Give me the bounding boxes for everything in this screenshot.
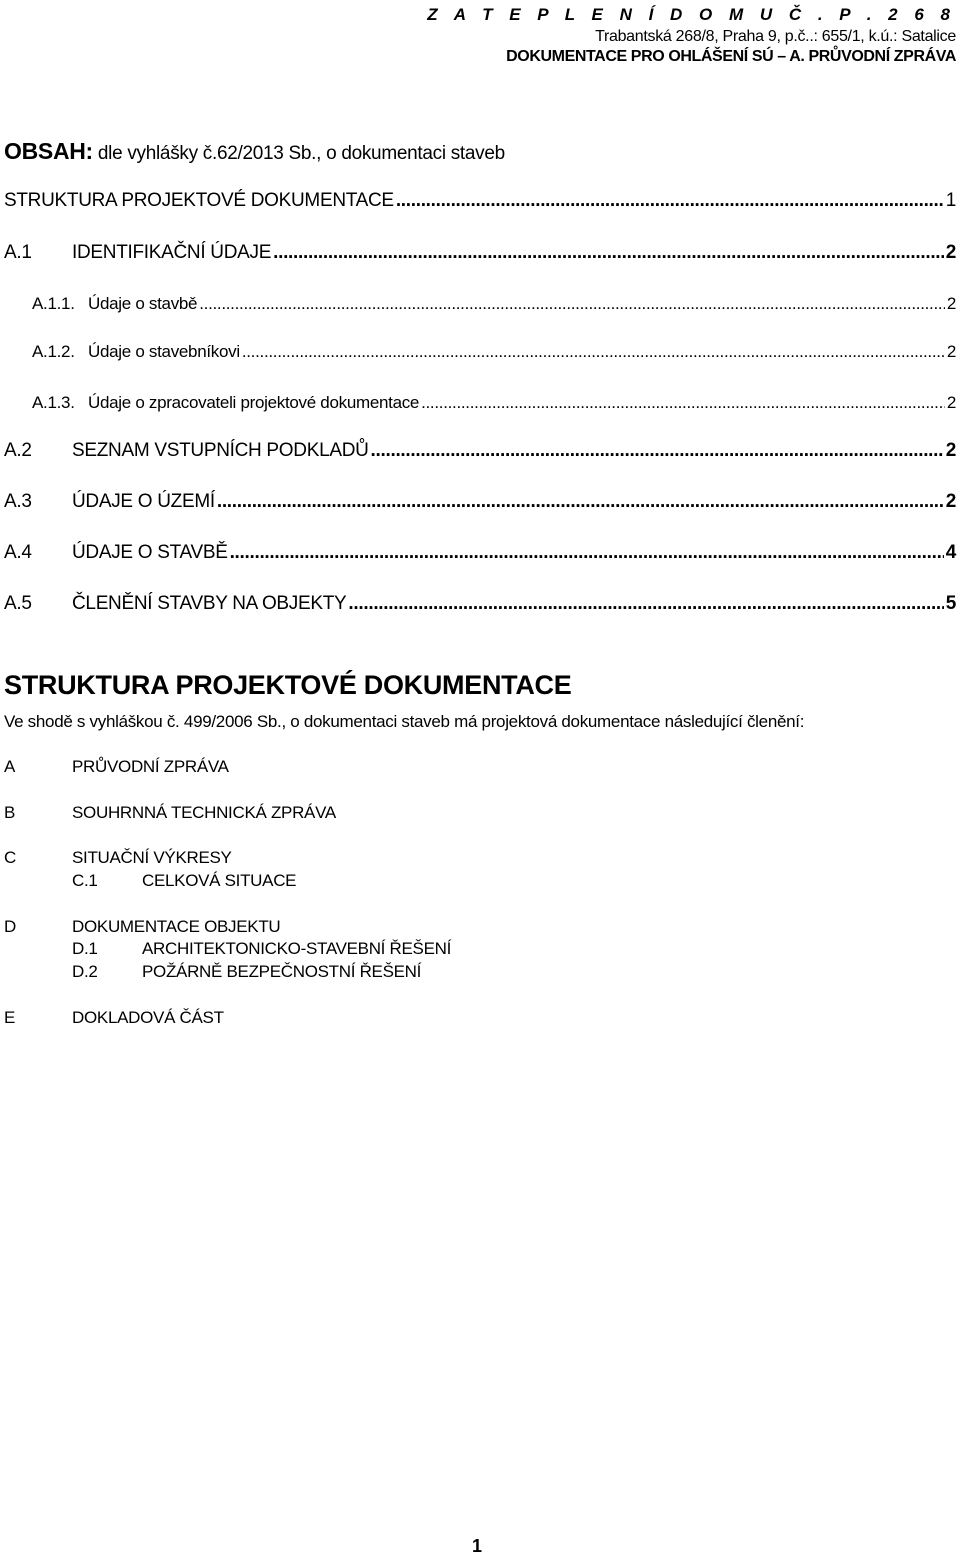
part-letter: E — [4, 1008, 16, 1027]
toc-entry-page: 2 — [945, 491, 956, 512]
subpart-number: D.2 — [72, 962, 98, 981]
subpart-d2 — [72, 962, 421, 982]
toc-entry-page: 5 — [945, 593, 956, 614]
toc-entry-title: Údaje o stavbě — [88, 294, 198, 313]
subpart-d1 — [72, 939, 451, 959]
toc-entry-title: ČLENĚNÍ STAVBY NA OBJEKTY — [72, 593, 347, 614]
toc-entry-number: A.2 — [4, 440, 32, 461]
toc-entry-title: STRUKTURA PROJEKTOVÉ DOKUMENTACE — [4, 190, 394, 211]
toc-entry-page: 2 — [946, 294, 956, 313]
contents-label: OBSAH: — [4, 138, 93, 164]
toc-entry-number: A.1.2. — [32, 342, 75, 361]
page-number: 1 — [472, 1536, 483, 1556]
toc-entry[interactable] — [4, 593, 956, 615]
header-address: Trabantská 268/8, Praha 9, p.č..: 655/1, k.ú.: Satalice — [595, 28, 956, 45]
section-intro: Ve shodě s vyhláškou č. 499/2006 Sb., o dokumentaci staveb má projektová dokumentace následující členění: — [4, 712, 805, 731]
subpart-name: POŽÁRNĚ BEZPEČNOSTNÍ ŘEŠENÍ — [142, 962, 422, 981]
contents-heading — [4, 138, 505, 165]
toc-entry-number: A.1 — [4, 242, 32, 263]
toc-leader-dots — [371, 440, 944, 462]
toc-entry[interactable] — [32, 342, 956, 362]
section-title: STRUKTURA PROJEKTOVÉ DOKUMENTACE — [4, 670, 572, 700]
toc-entry-title: Údaje o zpracovateli projektové dokumentace — [88, 393, 420, 412]
subpart-name: CELKOVÁ SITUACE — [142, 871, 297, 890]
toc-leader-dots — [273, 242, 944, 264]
toc-entry-title: IDENTIFIKAČNÍ ÚDAJE — [72, 242, 272, 263]
toc-entry-number: A.1.3. — [32, 393, 75, 412]
part-letter: B — [4, 803, 16, 822]
toc-leader-dots — [421, 393, 945, 413]
toc-leader-dots — [217, 491, 944, 513]
toc-entry-number: A.3 — [4, 491, 32, 512]
toc-entry-page: 2 — [945, 242, 956, 263]
toc-entry[interactable] — [4, 190, 956, 212]
toc-entry[interactable] — [4, 440, 956, 462]
toc-leader-dots — [396, 190, 944, 212]
toc-entry-number: A.4 — [4, 542, 32, 563]
part-letter: D — [4, 917, 16, 936]
part-letter: C — [4, 848, 16, 867]
toc-entry-title: ÚDAJE O STAVBĚ — [72, 542, 228, 563]
part-name: SOUHRNNÁ TECHNICKÁ ZPRÁVA — [72, 803, 336, 822]
toc-entry-page: 2 — [945, 440, 956, 461]
part-name: PRŮVODNÍ ZPRÁVA — [72, 757, 229, 776]
toc-entry-page: 4 — [945, 542, 956, 563]
toc-entry-number: A.5 — [4, 593, 32, 614]
header-document-type: DOKUMENTACE PRO OHLÁŠENÍ SÚ – A. PRŮVODNÍ ZPRÁVA — [506, 48, 956, 65]
part-name: SITUAČNÍ VÝKRESY — [72, 848, 232, 867]
part-name: DOKLADOVÁ ČÁST — [72, 1008, 224, 1027]
contents-subtitle: dle vyhlášky č.62/2013 Sb., o dokumentaci staveb — [92, 143, 505, 164]
toc-entry[interactable] — [4, 542, 956, 564]
toc-entry-title: SEZNAM VSTUPNÍCH PODKLADŮ — [72, 440, 369, 461]
toc-entry-title: Údaje o stavebníkovi — [88, 342, 240, 361]
subpart-name: ARCHITEKTONICKO-STAVEBNÍ ŘEŠENÍ — [142, 939, 452, 958]
toc-entry[interactable] — [4, 242, 956, 264]
toc-leader-dots — [199, 294, 945, 314]
subpart-number: C.1 — [72, 871, 98, 890]
toc-entry-page: 2 — [946, 342, 956, 361]
toc-entry-title: ÚDAJE O ÚZEMÍ — [72, 491, 215, 512]
toc-leader-dots — [242, 342, 945, 362]
toc-entry[interactable] — [32, 294, 956, 314]
header-project-title: Z A T E P L E N Í D O M U Č . P . 2 6 8 — [427, 5, 956, 24]
toc-entry[interactable] — [32, 393, 956, 413]
toc-entry-number: A.1.1. — [32, 294, 75, 313]
toc-leader-dots — [230, 542, 944, 564]
part-letter: A — [4, 757, 16, 776]
toc-leader-dots — [348, 593, 943, 615]
toc-entry[interactable] — [4, 491, 956, 513]
part-name: DOKUMENTACE OBJEKTU — [72, 917, 281, 936]
subpart-number: D.1 — [72, 939, 98, 958]
subpart-c1 — [72, 871, 296, 891]
toc-entry-page: 2 — [946, 393, 956, 412]
toc-entry-page: 1 — [945, 190, 956, 211]
